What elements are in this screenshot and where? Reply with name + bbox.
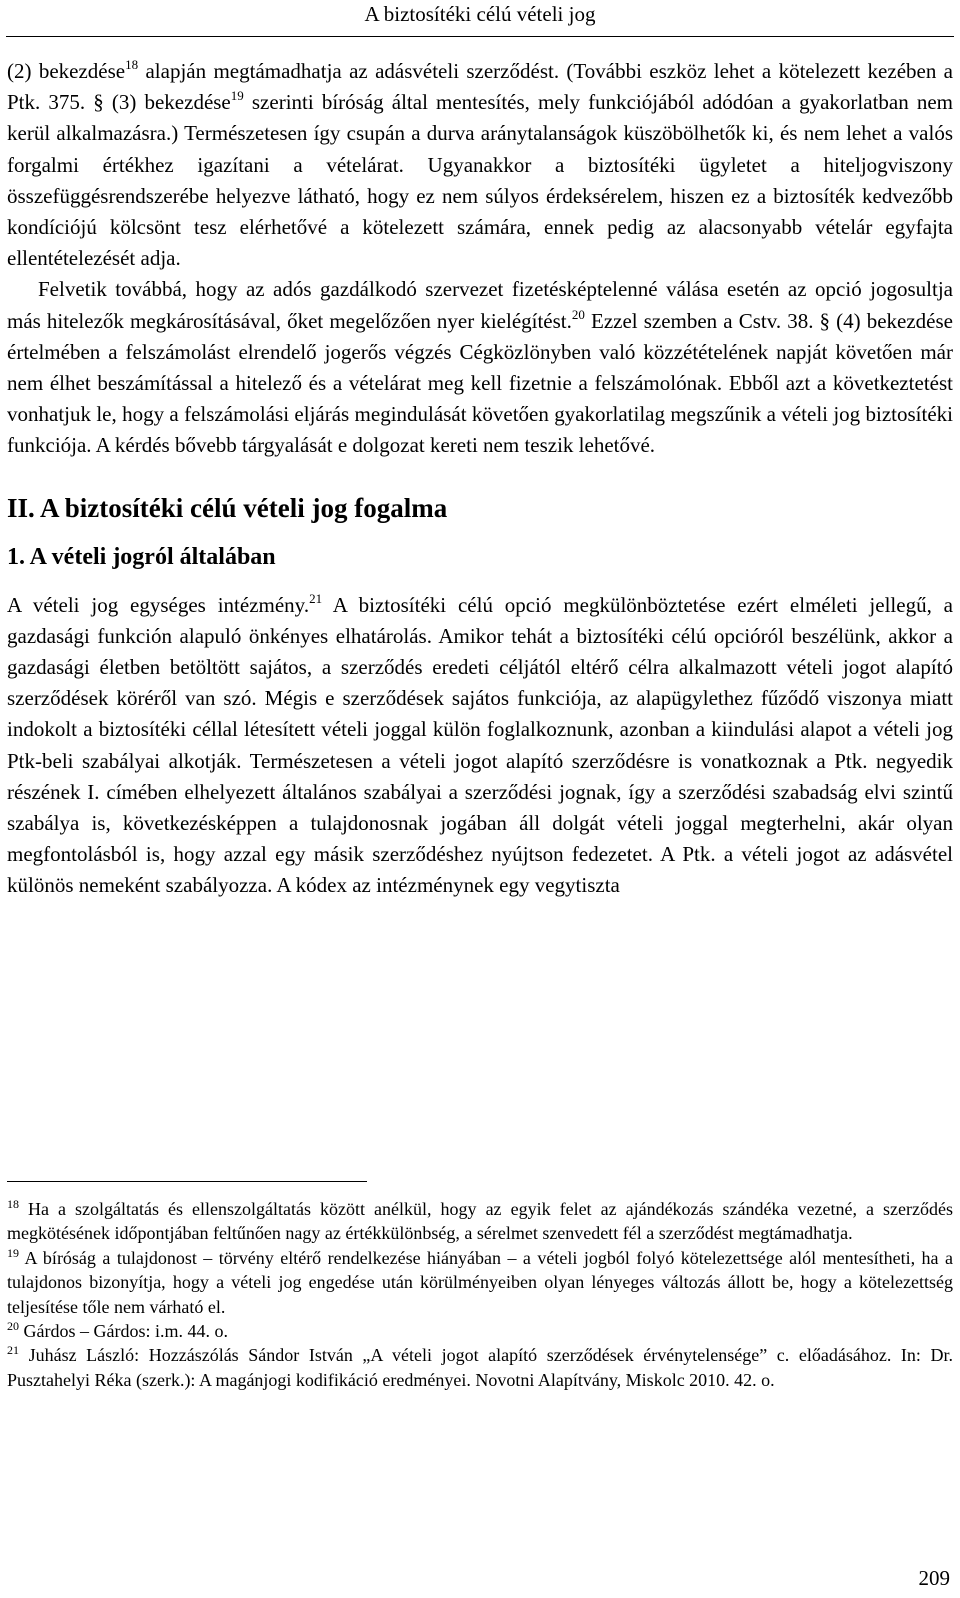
running-header: A biztosítéki célú vételi jog: [364, 2, 596, 26]
footnote-text: Gárdos – Gárdos: i.m. 44. o.: [19, 1321, 228, 1342]
subsection-heading: 1. A vételi jogról általában: [7, 543, 276, 570]
footnote: [7, 1197, 953, 1246]
footnote-separator: [7, 1181, 367, 1182]
footnote-text: Ha a szolgáltatás és ellenszolgáltatás között anélkül, hogy az egyik felet az ajándékozás szándéka vezetné, a szerződés megkötésének időpontjában feltűnően nagy az értékkülönbség, a sérelmet szenvedett fél a szerződést megtámadhatja.: [7, 1199, 953, 1244]
section-heading: II. A biztosítéki célú vételi jog fogalma: [7, 492, 448, 523]
paragraph-2-text-a: Felvetik továbbá, hogy az adós gazdálkodó szervezet fizetésképtelenné válása esetén az opció jogosultja más hitelezők megkárosításával, őket megelőzően nyer kielégítést.: [7, 277, 953, 333]
header-rule: [6, 36, 954, 37]
footnote-ref-18[interactable]: 18: [125, 57, 139, 72]
body-text: [7, 56, 953, 902]
footnote: [7, 1319, 953, 1343]
footnote: [7, 1246, 953, 1319]
footnote-number: 18: [7, 1197, 19, 1211]
paragraph-3: [7, 590, 953, 902]
paragraph-1-text-a: (2) bekezdése: [7, 59, 126, 83]
footnote: [7, 1343, 953, 1392]
footnotes: [7, 1197, 953, 1392]
footnote-text: Juhász László: Hozzászólás Sándor István „A vételi jogot alapító szerződések érvénytelensége” c. előadásához. In: Dr. Pusztahelyi Réka (szerk.): A magánjogi kodifikáció eredményei. Novotni Alapítvány, Miskolc 2010. 42. o.: [7, 1345, 953, 1390]
footnote-ref-19[interactable]: 19: [230, 88, 244, 104]
paragraph-2: [7, 274, 953, 461]
paragraph-1-text-b: alapján megtámadhatja az adásvételi szerződést. (További eszköz lehet a kötelezett kezében a Ptk. 375. § (3) bekezdése: [7, 59, 954, 115]
footnote-ref-20[interactable]: 20: [571, 306, 585, 322]
footnote-number: 21: [7, 1343, 19, 1358]
paragraph-3-text-b: A biztosítéki célú opció megkülönböztetése ezért elméleti jellegű, a gazdasági funkción alapuló önkényes elhatárolás. Amikor tehát a biztosítéki célú opcióról beszélünk, akkor a gazdasági életben betöltött sajátos, a szerződés eredeti céljától eltérő célra alkalmazott vételi jogot alapító szerződések köréről van szó. Mégis e szerződések sajátos funkciója, az alapügylethez fűződő viszonya miatt indokolt a biztosítéki céllal létesített vételi joggal külön foglalkoznunk, azonban a kiindulási alapot a vételi jog Ptk-beli szabályai alkotják. Természetesen a vételi jogot alapító szerződésre is vonatkoznak a Ptk. negyedik részének I. címében elhelyezett általános szabályai a szerződési jognak, így a szerződési szabadság elvi szintű szabálya is, következésképpen a tulajdonosnak jogában áll dolgát vételi joggal megterhelni, akár olyan megfontolásból is, hogy azzal egy másik szerződéshez nyújtson fedezetet. A Ptk. a vételi jogot az adásvétel különös nemeként szabályozza. A kódex az intézménynek egy vegytiszta: [7, 592, 953, 898]
paragraph-1: [7, 56, 953, 274]
page-number: 209: [918, 1566, 950, 1590]
paragraph-3-text-a: A vételi jog egységes intézmény.: [7, 592, 310, 617]
footnote-text: A bíróság a tulajdonost – törvény eltérő rendelkezése hiányában – a vételi jogból folyó kötelezettsége alól mentesítheti, ha a tulajdonos bizonyítja, hogy a vételi jog engedése után körülményeiben olyan lényeges változás állott be, hogy a kötelezettség teljesítése tőle nem várható el.: [7, 1247, 953, 1317]
paragraph-2-text-b: Ezzel szemben a Cstv. 38. § (4) bekezdése értelmében a felszámolást elrendelő jogerős végzés Cégközlönyben való közzétételének napját követően már nem élhet beszámítással a hitelező és a vételárat meg kell fizetnie a felszámolónak. Ebből azt a következtetést vonhatjuk le, hogy a felszámolási eljárás megindulását követően gyakorlatilag megszűnik a vételi jog biztosítéki funkciója. A kérdés bővebb tárgyalását e dolgozat kereti nem teszik lehetővé.: [7, 308, 953, 458]
footnote-number: 19: [7, 1245, 19, 1260]
footnote-number: 20: [7, 1319, 19, 1334]
paragraph-1-text-c: szerinti bíróság által mentesítés, mely funkciójából adódóan a gyakorlatban nem kerül alkalmazásra.) Természetesen így csupán a durva aránytalanságok küszöbölhetők ki, és nem lehet a valós forgalmi értékhez igazítani a vételárat. Ugyanakkor a biztosítéki ügyletet a hiteljogviszony összefüggésrendszerébe helyezve látható, hogy ez nem súlyos érdeksérelem, hiszen ez a biztosíték kedvezőbb kondíciójú kölcsönt tesz elérhetővé a kötelezett számára, ennek pedig az alacsonyabb vételár egyfajta ellentételezését adja.: [7, 90, 954, 271]
footnote-ref-21[interactable]: 21: [309, 590, 323, 606]
